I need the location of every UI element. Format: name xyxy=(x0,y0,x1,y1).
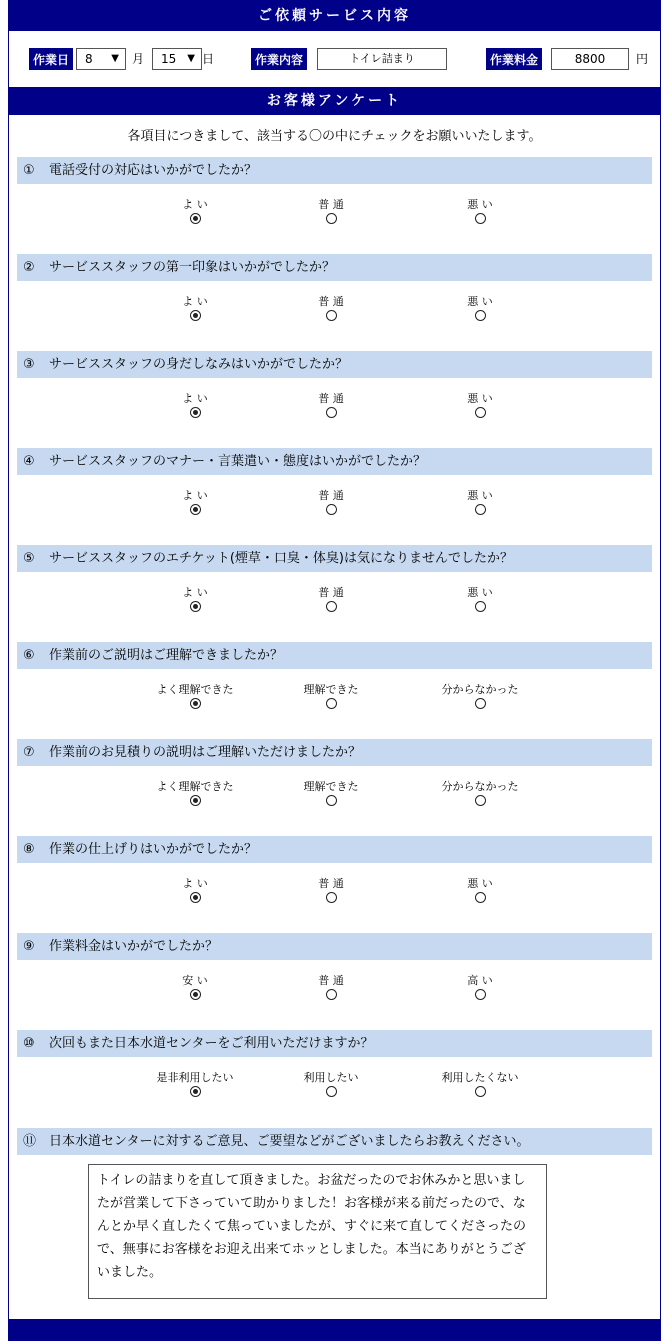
answer-option[interactable] xyxy=(135,586,255,612)
answer-option[interactable] xyxy=(420,780,540,806)
question-number: ⑥ xyxy=(23,648,35,663)
question-number: ⑤ xyxy=(23,551,35,566)
question-number: ⑩ xyxy=(23,1036,35,1051)
answer-option[interactable] xyxy=(420,392,540,418)
day-unit: 日 xyxy=(202,52,215,66)
content-field[interactable]: トイレ詰まり xyxy=(317,48,447,70)
answer-option[interactable] xyxy=(135,974,255,1000)
radio-button[interactable] xyxy=(190,892,201,903)
chevron-down-icon: ▼ xyxy=(111,53,119,64)
option-label: 普 通 xyxy=(318,877,344,890)
option-label: 分からなかった xyxy=(441,780,519,793)
question-bar xyxy=(17,1128,652,1155)
question-10 xyxy=(17,1030,652,1084)
radio-button[interactable] xyxy=(326,601,337,612)
option-label: 悪 い xyxy=(467,586,493,599)
answer-option[interactable] xyxy=(135,683,255,709)
question-11 xyxy=(17,1128,652,1155)
chevron-down-icon: ▼ xyxy=(187,53,195,64)
question-text: 作業料金はいかがでしたか？ xyxy=(49,939,219,954)
question-bar xyxy=(17,448,652,475)
survey-title: お客様アンケート xyxy=(9,87,660,115)
question-5 xyxy=(17,545,652,599)
option-label: よ い xyxy=(182,489,208,502)
footer-band xyxy=(9,1319,660,1341)
radio-button[interactable] xyxy=(326,698,337,709)
question-8 xyxy=(17,836,652,890)
option-label: 悪 い xyxy=(467,295,493,308)
option-label: よ い xyxy=(182,877,208,890)
question-9 xyxy=(17,933,652,987)
question-text: サービススタッフのエチケット(煙草・口臭・体臭)は気になりませんでしたか？ xyxy=(49,551,513,566)
option-label: 悪 い xyxy=(467,198,493,211)
question-text: 次回もまた日本水道センターをご利用いただけますか？ xyxy=(49,1036,374,1051)
option-label: 利用したい xyxy=(303,1071,359,1084)
option-label: 悪 い xyxy=(467,877,493,890)
option-label: よ い xyxy=(182,586,208,599)
option-label: よ い xyxy=(182,392,208,405)
question-bar xyxy=(17,933,652,960)
option-label: 是非利用したい xyxy=(156,1071,234,1084)
answer-option[interactable] xyxy=(135,1071,255,1097)
question-text: サービススタッフのマナー・言葉遣い・態度はいかがでしたか？ xyxy=(49,454,427,469)
radio-button[interactable] xyxy=(475,1086,486,1097)
answer-option[interactable] xyxy=(135,877,255,903)
comment-textarea[interactable]: トイレの詰まりを直して頂きました。お盆だったのでお休みかと思いましたが営業して下さっていて助かりました！お客様が来る前だったので、なんとか早く直したくて焦っていましたが、すぐに来て直してくださったので、無事にお客様をお迎え出来てホッとしました。本当にありがとうございました。 xyxy=(88,1164,547,1299)
option-label: 普 通 xyxy=(318,295,344,308)
answer-option[interactable] xyxy=(135,489,255,515)
option-label: 理解できた xyxy=(303,780,359,793)
radio-button[interactable] xyxy=(190,989,201,1000)
survey-form xyxy=(8,0,661,1341)
question-bar xyxy=(17,739,652,766)
fee-field[interactable]: 8800 xyxy=(551,48,629,70)
answer-option[interactable] xyxy=(271,683,391,709)
answer-option[interactable] xyxy=(271,1071,391,1097)
date-label: 作業日 xyxy=(29,48,73,70)
question-4 xyxy=(17,448,652,502)
option-label: 理解できた xyxy=(303,683,359,696)
question-bar xyxy=(17,545,652,572)
answer-option[interactable] xyxy=(420,586,540,612)
radio-button[interactable] xyxy=(475,989,486,1000)
answer-option[interactable] xyxy=(420,1071,540,1097)
option-label: 普 通 xyxy=(318,974,344,987)
answer-option[interactable] xyxy=(271,780,391,806)
question-2 xyxy=(17,254,652,308)
answer-option[interactable] xyxy=(271,586,391,612)
month-select[interactable] xyxy=(76,48,126,70)
radio-button[interactable] xyxy=(475,213,486,224)
question-3 xyxy=(17,351,652,405)
radio-button[interactable] xyxy=(190,213,201,224)
question-number: ⑦ xyxy=(23,745,35,760)
fee-unit: 円 xyxy=(636,52,649,66)
answer-option[interactable] xyxy=(271,198,391,224)
question-text: 作業の仕上げりはいかがでしたか？ xyxy=(49,842,258,857)
radio-button[interactable] xyxy=(190,698,201,709)
radio-button[interactable] xyxy=(326,213,337,224)
question-bar xyxy=(17,254,652,281)
radio-button[interactable] xyxy=(326,1086,337,1097)
option-label: 普 通 xyxy=(318,392,344,405)
question-number: ④ xyxy=(23,454,35,469)
question-bar xyxy=(17,836,652,863)
radio-button[interactable] xyxy=(190,601,201,612)
service-row xyxy=(9,45,660,73)
radio-button[interactable] xyxy=(475,310,486,321)
question-bar xyxy=(17,157,652,184)
radio-button[interactable] xyxy=(190,504,201,515)
question-bar xyxy=(17,351,652,378)
radio-button[interactable] xyxy=(326,989,337,1000)
question-number: ① xyxy=(23,163,35,178)
radio-button[interactable] xyxy=(326,310,337,321)
question-7 xyxy=(17,739,652,793)
radio-button[interactable] xyxy=(475,601,486,612)
answer-option[interactable] xyxy=(271,974,391,1000)
fee-label: 作業料金 xyxy=(486,48,542,70)
answer-option[interactable] xyxy=(420,974,540,1000)
radio-button[interactable] xyxy=(475,407,486,418)
option-label: 安 い xyxy=(182,974,208,987)
question-text: サービススタッフの身だしなみはいかがでしたか？ xyxy=(49,357,349,372)
answer-option[interactable] xyxy=(135,198,255,224)
radio-button[interactable] xyxy=(326,892,337,903)
service-title: ご依頼サービス内容 xyxy=(9,1,660,31)
content-label: 作業内容 xyxy=(251,48,307,70)
answer-option[interactable] xyxy=(271,489,391,515)
month-unit: 月 xyxy=(132,52,145,66)
option-label: 悪 い xyxy=(467,392,493,405)
option-label: 普 通 xyxy=(318,489,344,502)
answer-option[interactable] xyxy=(420,683,540,709)
question-text: サービススタッフの第一印象はいかがでしたか？ xyxy=(49,260,336,275)
answer-option[interactable] xyxy=(135,392,255,418)
day-value: 15 xyxy=(161,52,177,66)
question-bar xyxy=(17,642,652,669)
option-label: よく理解できた xyxy=(156,683,234,696)
radio-button[interactable] xyxy=(475,795,486,806)
day-select[interactable] xyxy=(152,48,202,70)
question-text: 日本水道センターに対するご意見、ご要望などがございましたらお教えください。 xyxy=(49,1134,530,1149)
option-label: よ い xyxy=(182,198,208,211)
survey-intro: 各項目につきまして、該当する〇の中にチェックをお願いいたします。 xyxy=(127,129,542,144)
radio-button[interactable] xyxy=(326,504,337,515)
radio-button[interactable] xyxy=(190,407,201,418)
radio-button[interactable] xyxy=(475,698,486,709)
option-label: 利用したくない xyxy=(441,1071,519,1084)
question-1 xyxy=(17,157,652,211)
question-number: ② xyxy=(23,260,35,275)
option-label: 普 通 xyxy=(318,198,344,211)
question-number: ⑨ xyxy=(23,939,35,954)
option-label: 高 い xyxy=(467,974,493,987)
radio-button[interactable] xyxy=(326,407,337,418)
option-label: 悪 い xyxy=(467,489,493,502)
question-number: ③ xyxy=(23,357,35,372)
option-label: よく理解できた xyxy=(156,780,234,793)
answer-option[interactable] xyxy=(420,489,540,515)
question-text: 作業前のお見積りの説明はご理解いただけましたか？ xyxy=(49,745,362,760)
answer-option[interactable] xyxy=(420,877,540,903)
option-label: 分からなかった xyxy=(441,683,519,696)
radio-button[interactable] xyxy=(326,795,337,806)
option-label: 普 通 xyxy=(318,586,344,599)
radio-button[interactable] xyxy=(190,795,201,806)
question-number: ⑪ xyxy=(23,1134,37,1149)
question-bar xyxy=(17,1030,652,1057)
answer-option[interactable] xyxy=(420,295,540,321)
question-text: 作業前のご説明はご理解できましたか？ xyxy=(49,648,284,663)
radio-button[interactable] xyxy=(190,1086,201,1097)
month-value: 8 xyxy=(85,52,93,66)
answer-option[interactable] xyxy=(271,877,391,903)
radio-button[interactable] xyxy=(190,310,201,321)
answer-option[interactable] xyxy=(271,392,391,418)
answer-option[interactable] xyxy=(271,295,391,321)
option-label: よ い xyxy=(182,295,208,308)
answer-option[interactable] xyxy=(135,295,255,321)
question-6 xyxy=(17,642,652,696)
question-text: 電話受付の対応はいかがでしたか？ xyxy=(49,163,258,178)
radio-button[interactable] xyxy=(475,892,486,903)
question-number: ⑧ xyxy=(23,842,35,857)
answer-option[interactable] xyxy=(135,780,255,806)
radio-button[interactable] xyxy=(475,504,486,515)
answer-option[interactable] xyxy=(420,198,540,224)
